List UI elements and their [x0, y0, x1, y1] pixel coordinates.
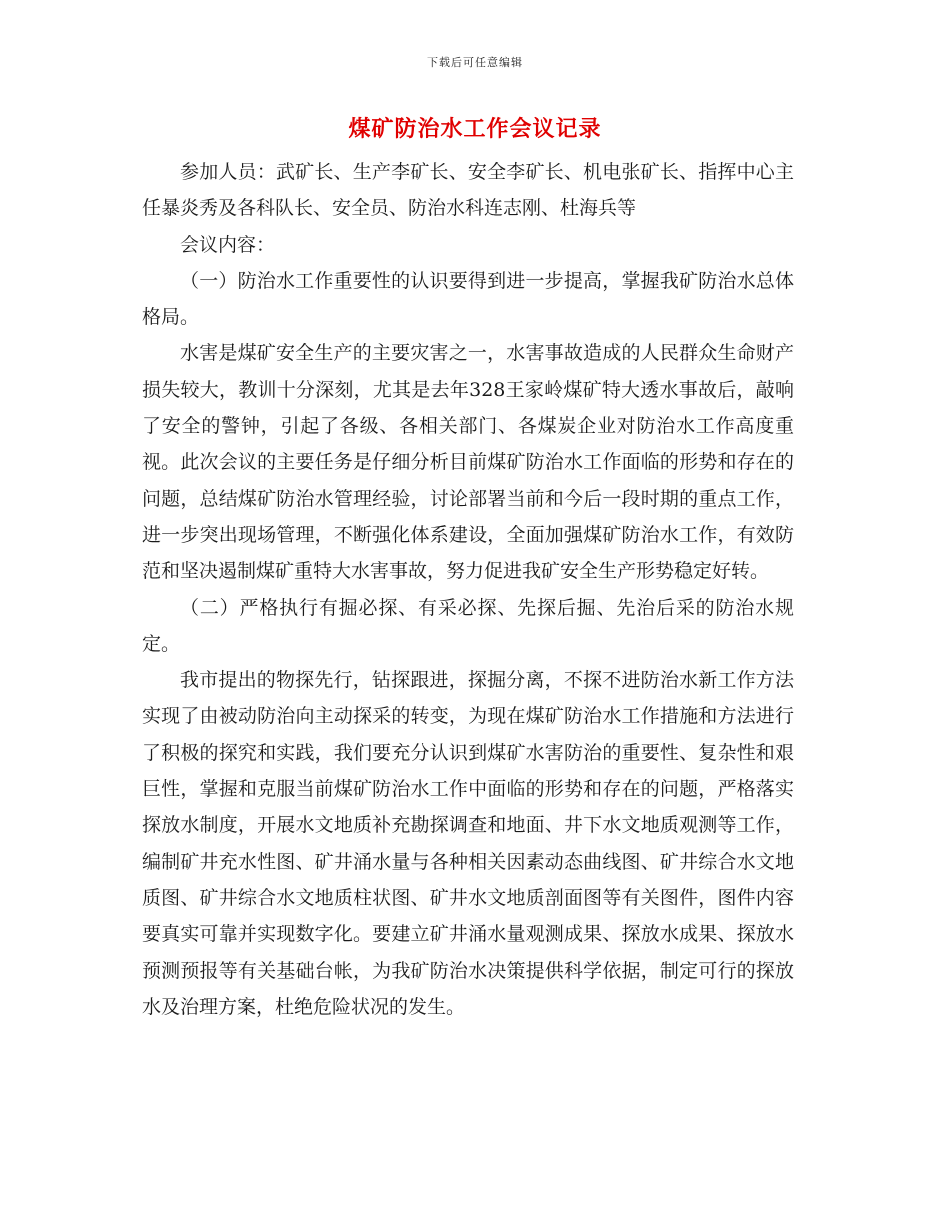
document-title: 煤矿防治水工作会议记录 — [348, 117, 602, 142]
document-body — [142, 154, 794, 1025]
body-paragraph-1: 水害是煤矿安全生产的主要灾害之一，水害事故造成的人民群众生命财产损失较大，教训十分深刻，尤其是去年328王家岭煤矿特大透水事故后，敲响了安全的警钟，引起了各级、各相关部门、各煤炭企业对防治水工作高度重视。此次会议的主要任务是仔细分析目前煤矿防治水工作面临的形势和存在的问题，总结煤矿防治水管理经验，讨论部署当前和今后一段时期的重点工作，进一步突出现场管理，不断强化体系建设，全面加强煤矿防治水工作，有效防范和坚决遏制煤矿重特大水害事故，努力促进我矿安全生产形势稳定好转。 — [142, 342, 794, 583]
section-heading-1: （一）防治水工作重要性的认识要得到进一步提高，掌握我矿防治水总体格局。 — [142, 269, 794, 329]
attendees-paragraph: 参加人员：武矿长、生产李矿长、安全李矿长、机电张矿长、指挥中心主任暴炎秀及各科队长、安全员、防治水科连志刚、杜海兵等 — [142, 161, 794, 220]
header-note: 下载后可任意编辑 — [427, 56, 523, 69]
section-heading-2: （二）严格执行有掘必探、有采必探、先探后掘、先治后采的防治水规定。 — [142, 596, 794, 655]
meeting-content-label: 会议内容： — [180, 233, 276, 256]
body-paragraph-2: 我市提出的物探先行，钻探跟进，探掘分离，不探不进防治水新工作方法实现了由被动防治向主动探采的转变，为现在煤矿防治水工作措施和方法进行了积极的探究和实践，我们要充分认识到煤矿水害防治的重要性、复杂性和艰巨性，掌握和克服当前煤矿防治水工作中面临的形势和存在的问题，严格落实探放水制度，开展水文地质补充勘探调查和地面、井下水文地质观测等工作，编制矿井充水性图、矿井涌水量与各种相关因素动态曲线图、矿井综合水文地质图、矿井综合水文地质柱状图、矿井水文地质剖面图等有关图件，图件内容要真实可靠并实现数字化。要建立矿井涌水量观测成果、探放水成果、探放水预测预报等有关基础台帐，为我矿防治水决策提供科学依据，制定可行的探放水及治理方案，杜绝危险状况的发生。 — [142, 669, 794, 1018]
